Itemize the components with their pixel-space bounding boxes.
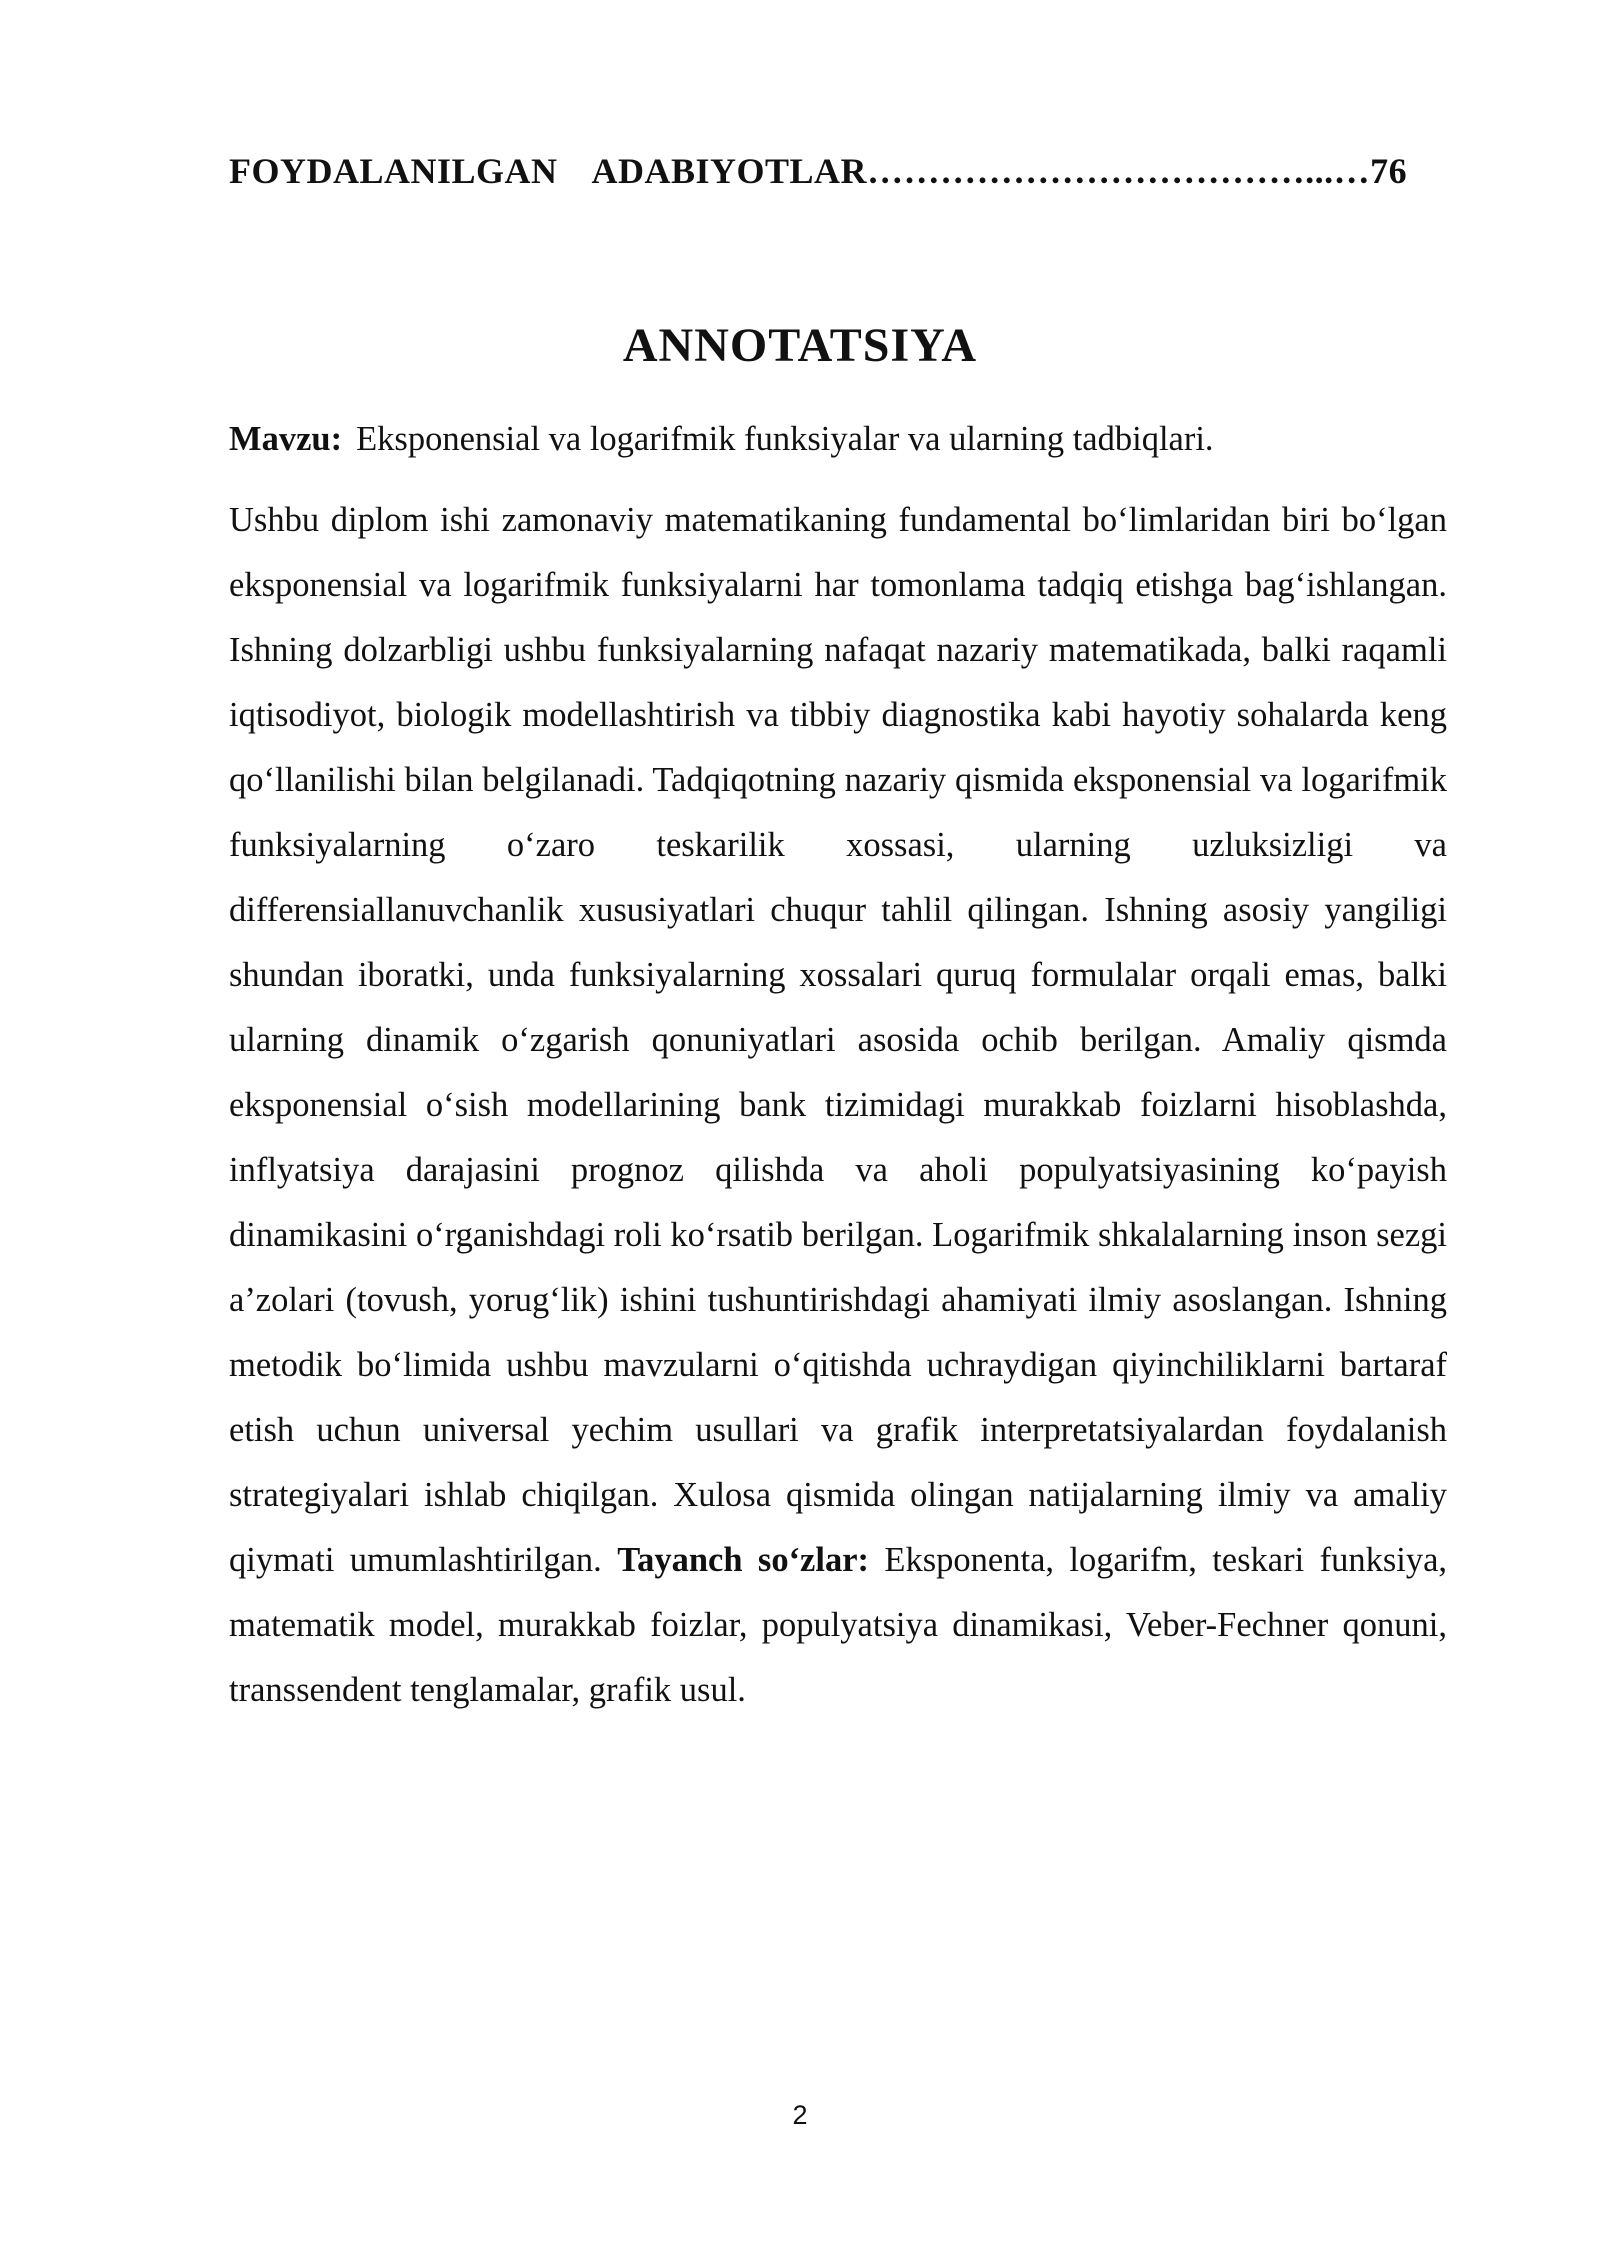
abstract-paragraph bbox=[229, 488, 1447, 1723]
abstract-body: Ushbu diplom ishi zamonaviy matematikaning fundamental bo‘limlaridan biri bo‘lgan eksponensial va logarifmik funksiyalarni har tomonlama tadqiq etishga bag‘ishlangan. Ishning dolzarbligi ushbu funksiyalarning nafaqat nazariy matematikada, balki raqamli iqtisodiyot, biologik modellashtirish va tibbiy diagnostika kabi hayotiy sohalarda keng qo‘llanilishi bilan belgilanadi. Tadqiqotning nazariy qismida eksponensial va logarifmik funksiyalarning o‘zaro teskarilik xossasi, ularning uzluksizligi va differensiallanuvchanlik xususiyatlari chuqur tahlil qilingan. Ishning asosiy yangiligi shundan iboratki, unda funksiyalarning xossalari quruq formulalar orqali emas, balki ularning dinamik o‘zgarish qonuniyatlari asosida ochib berilgan. Amaliy qismda eksponensial o‘sish modellarining bank tizimidagi murakkab foizlarni hisoblashda, inflyatsiya darajasini prognoz qilishda va aholi populyatsiyasining ko‘payish dinamikasini o‘rganishdagi roli ko‘rsatib berilgan. Logarifmik shkalalarning inson sezgi a’zolari (tovush, yorug‘lik) ishini tushuntirishdagi ahamiyati ilmiy asoslangan. Ishning metodik bo‘limida ushbu mavzularni o‘qitishda uchraydigan qiyinchiliklarni bartaraf etish uchun universal yechim usullari va grafik interpretatsiyalardan foydalanish strategiyalari ishlab chiqilgan. Xulosa qismida olingan natijalarning ilmiy va amaliy qiymati umumlashtirilgan. bbox=[229, 501, 1447, 1579]
toc-leader-dots: ………………………………...… bbox=[867, 151, 1371, 191]
toc-entry-label-part1: FOYDALANILGAN bbox=[229, 151, 558, 191]
section-heading: ANNOTATSIYA bbox=[622, 319, 978, 372]
toc-entry-references bbox=[229, 150, 1447, 192]
page-number: 2 bbox=[792, 2100, 808, 2130]
toc-page-number: 76 bbox=[1370, 151, 1408, 191]
keywords-label: Tayanch so‘zlar: bbox=[617, 1541, 870, 1579]
subject-text: Eksponensial va logarifmik funksiyalar va ularning tadbiqlari. bbox=[356, 420, 1214, 458]
subject-label: Mavzu: bbox=[229, 420, 343, 458]
toc-entry-label-part2: ADABIYOTLAR bbox=[591, 151, 868, 191]
subject-line bbox=[229, 414, 1447, 464]
keywords-list: Eksponenta, logarifm, teskari funksiya, matematik model, murakkab foizlar, populyatsiya dinamikasi, Veber-Fechner qonuni, transsendent tenglamalar, grafik usul. bbox=[229, 1541, 1448, 1709]
